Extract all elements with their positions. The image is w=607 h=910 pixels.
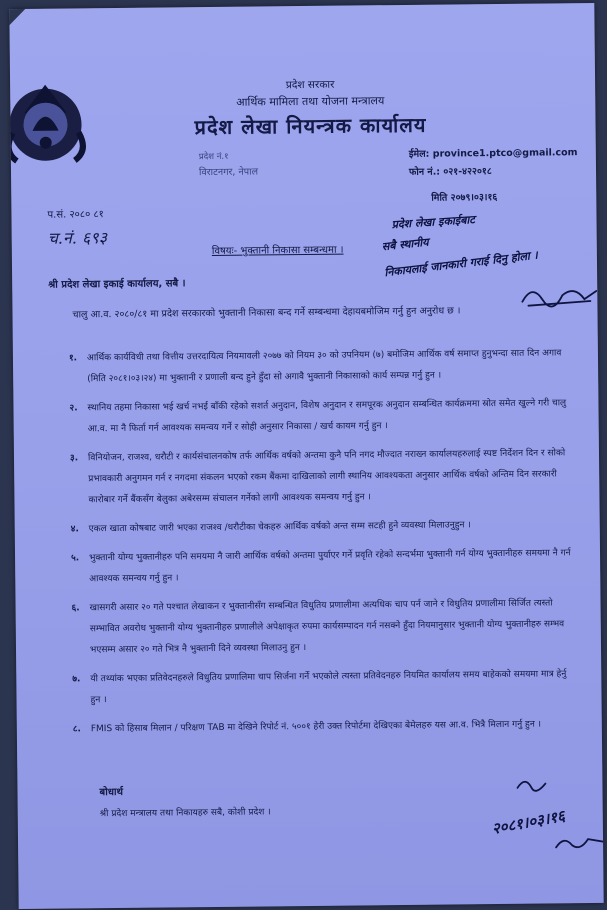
list-item [69,393,569,440]
item-number: १. [68,353,78,364]
letterhead-government: प्रदेश सरकार [285,78,335,92]
contact-email: ईमेल: province1.ptco@gmail.com [408,147,578,160]
handwritten-note-line2: सबै स्थानीय [381,235,430,254]
item-text: एकल खाता कोषबाट जारी भएका राजश्व /धरौटीका चेकहरु आर्थिक वर्षको अन्त सम्म सटही हुने व्यवस्था मिलाउनुहुन । [88,520,471,535]
dispatch-number: च.नं. ६९३ [47,228,108,248]
list-item [71,543,571,590]
handwritten-initials-bottom [554,829,604,854]
handwritten-date: २०८१।०३।१६ [490,806,567,838]
item-text: विनियोजन, राजश्व, धरौटी र कार्यसंचालनकोष तर्फ आर्थिक वर्षको अन्तमा कुनै पनि नगद मौज्दात नराख्न कार्यालयहरुलाई स्पष्ट निर्देशन दिन र सोको प्रभावकारी अनुगमन गर्न र नगदमा संकलन भएको रकम बैंकमा दाखिलाको लागी स्थानिय आवश्यकता अनुसार आर्थिक वर्षको अन्तिम दिन सरकारी कारोबार गर्ने बैंकसँग बेलुका अबेरसम्म संचालन गर्नेको लागी आवश्यक समन्वय गर्नु हुन । [87,448,566,506]
instruction-list [69,343,573,748]
list-item [70,443,571,511]
reference-number: प.सं. २०८० ८१ [47,209,104,221]
item-text: FMIS को हिसाब मिलान / परिक्षण TAB मा देखिने रिपोर्ट नं. ५००१ हेरी उक्त रिपोर्टमा देखिएका बेमेलहरु यस आ.व. भित्रै मिलान गर्नु हुन । [90,719,542,735]
item-number: ७. [72,674,81,685]
item-text: भुक्तानी योग्य भुक्तानीहरु पनि समयमा नै जारी आर्थिक वर्षको अन्तमा पुर्याएर गर्ने प्रवृति रहेको सन्दर्भमा भुक्तानी गर्न योग्य भुक्तानीहरु समयमा नै गर्न आवश्यक समन्वय गर्नु हुन । [89,548,571,585]
item-number: ४. [70,524,79,535]
letter-intro: चालु आ.व. २०८०/८१ मा प्रदेश सरकारको भुक्तानी निकासा बन्द गर्ने सम्बन्धमा देहायबमोजिम गर्नु हुन अनुरोध छ । [72,305,461,321]
letterhead-city: विराटनगर, नेपाल [198,166,259,179]
letter-date: मिति २०७९।०३।१६ [431,191,498,204]
list-item [69,343,569,390]
letterhead-province: प्रदेश नं.१ [198,151,229,163]
handwritten-note-line3: निकायलाई जानकारी गराई दिनु होला । [383,248,539,280]
addressee: श्री प्रदेश लेखा इकाई कार्यालय, सबै । [48,278,186,291]
list-item [71,593,572,661]
item-number: ६. [71,603,80,614]
nepal-government-emblem-icon [9,72,89,169]
folded-corner [9,3,31,39]
item-text: स्थानिय तहमा निकासा भई खर्च नभई बाँकी रहेको सशर्त अनुदान, विशेष अनुदान र समपूरक अनुदान सम्बन्धित कार्यक्रममा स्रोत समेत खुल्ने गरी चालु आ.व. मा नै फिर्ता गर्न आवश्यक समन्वय गर्ने र सोही अनुसार निकासा / खर्च कायम गर्नु हुन । [87,398,567,435]
list-item [73,714,573,740]
item-number: ३. [69,453,79,464]
item-number: २. [69,403,78,414]
letter-paper [9,3,603,909]
bodhartha-recipient: श्री प्रदेश मन्त्रालय तथा निकायहरु सबै, कोशी प्रदेश । [99,807,271,820]
item-text: खासगरी असार २० गते पश्चात लेखाकन र भुक्तानीसँग सम्बन्धित विधुतिय प्रणालीमा अत्यधिक चाप पर्न जाने र विधुतिय प्रणालीमा सिर्जित त्यस्तो सम्भावित अवरोध भुक्तानी योग्य भुक्तानीहरु प्रणालीले अपेक्षाकृत रुपमा कार्यसम्पादन गर्न नसक्ने हुँदा नियमानुसार भुक्तानी योग्य भुक्तानीहरु सम्भव भएसम्म असार २० गते भित्र नै भुक्तानी दिने व्यवस्था मिलाउनु हुन । [89,598,565,656]
letterhead-ministry: आर्थिक मामिला तथा योजना मन्त्रालय [236,94,385,109]
item-number: ५. [71,553,80,564]
item-number: ८. [72,724,82,735]
item-text: आर्थिक कार्यविधी तथा वित्तीय उत्तरदायित्व नियमावली २०७७ को नियम ३० को उपनियम (७) बमोजिम आर्थिक वर्ष समाप्त हुनुभन्दा सात दिन अगाव (मिति २०८१।०३।२४) मा भुक्तानी र प्रणाली बन्द हुने हुँदा सो अगावै भुक्तानी निकासाको कार्य सम्पन्न गर्नु हुन । [86,348,562,385]
list-item [71,514,571,540]
bodhartha-label: बोधार्थ [99,786,124,799]
letter-subject: विषयः- भुक्तानी निकासा सम्बन्धमा । [211,244,344,257]
item-text: यी तथ्यांक भएका प्रतिवेदनहरुले विधुतिय प्रणालिमा चाप सिर्जना गर्ने भएकोले त्यस्ता प्रतिवेदनहरु नियमित कार्यालय समय बाहेकको समयमा मात्र हेर्नु हुन । [90,669,567,706]
list-item [72,664,572,711]
letterhead-office-title: प्रदेश लेखा नियन्त्रक कार्यालय [194,112,427,140]
handwritten-note-line1: प्रदेश लेखा इकाईबाट [391,213,476,232]
contact-phone: फोन नं.: ०२१-४२२०१८ [408,166,492,178]
